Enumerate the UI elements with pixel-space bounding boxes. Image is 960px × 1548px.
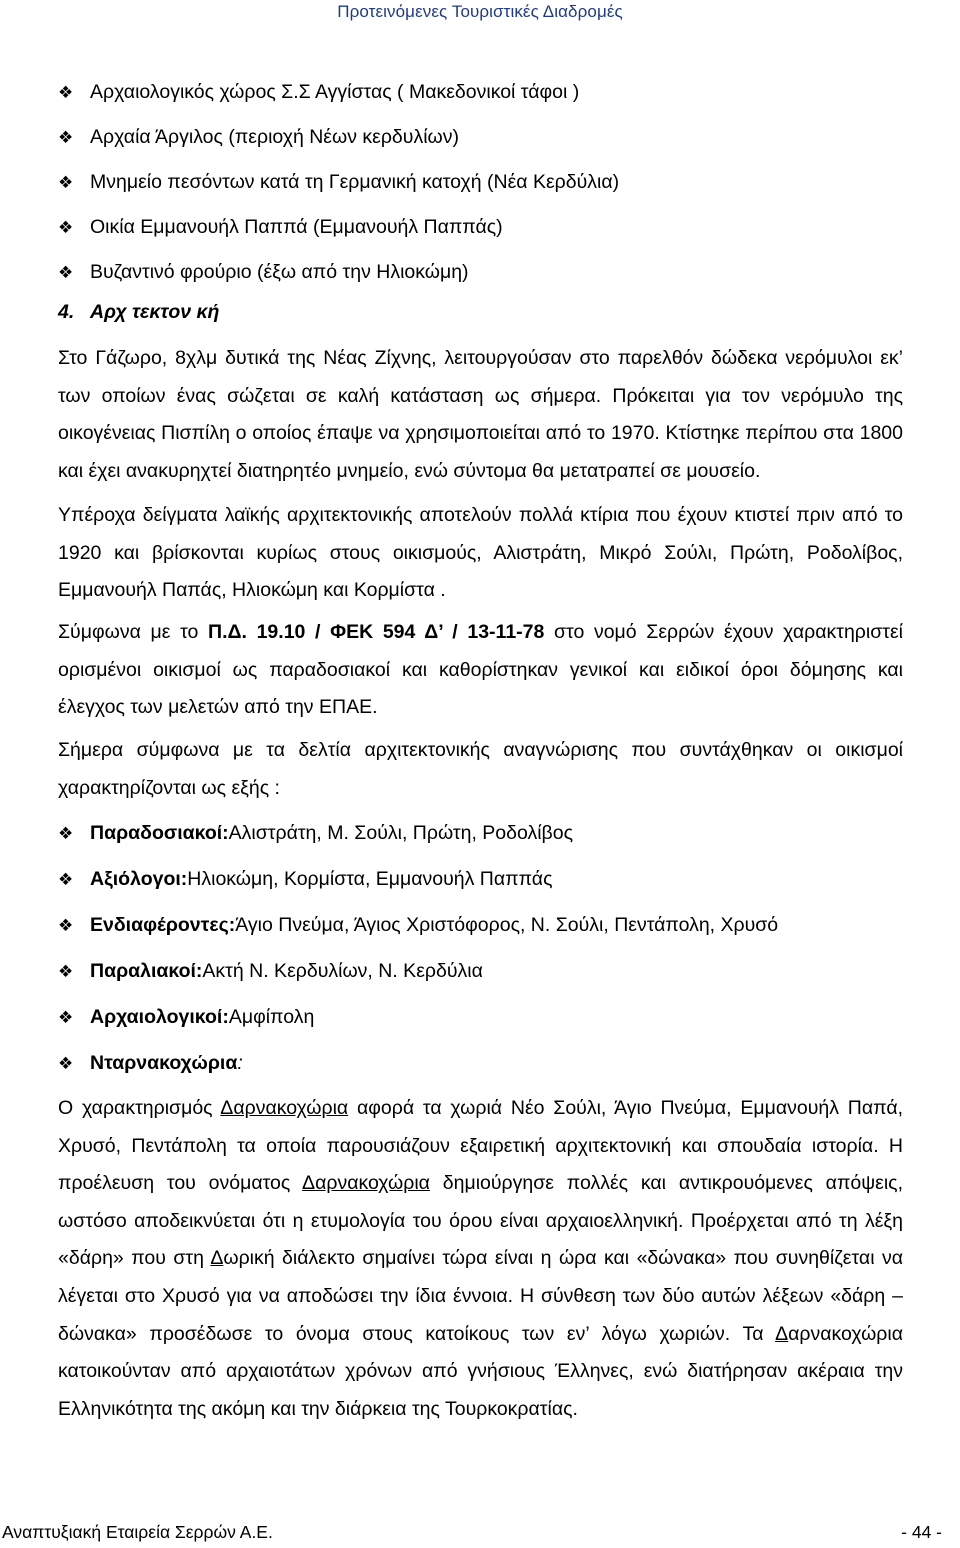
- category-label: Παραλιακοί:: [90, 959, 203, 982]
- darnako-term: Δ: [210, 1247, 224, 1270]
- darnako-text-2: αφορά τα χωριά Νέο Σούλι, Άγιο Πνεύμα, Εμμανουήλ Παπά, Χρυσό, Πεντάπολη τα οποία παρουσιάζουν εξαιρετική αρχιτεκτονική και σπουδαία ιστορία. Η προέλευση του ονόματος: [58, 1097, 904, 1195]
- diamond-bullet-icon: ❖: [58, 915, 74, 935]
- category-item: [58, 856, 938, 902]
- category-item: [58, 810, 938, 856]
- category-label: Αξιόλογοι:: [90, 867, 188, 890]
- list-item-text: Αρχαιολογικός χώρος Σ.Σ Αγγίστας ( Μακεδονικοί τάφοι ): [90, 81, 580, 103]
- diamond-bullet-icon: ❖: [58, 869, 74, 889]
- diamond-bullet-icon: ❖: [58, 173, 74, 192]
- list-item: [58, 160, 938, 205]
- list-item-text: Αρχαία Άργιλος (περιοχή Νέων κερδυλίων): [90, 126, 459, 148]
- list-item: [58, 70, 938, 115]
- category-text: Άγιο Πνεύμα, Άγιος Χριστόφορος, Ν. Σούλι, Πεντάπολη, Χρυσό: [235, 913, 779, 936]
- list-item: [58, 205, 938, 250]
- category-item: [58, 902, 938, 948]
- decree-reference: Π.Δ. 19.10 / ΦΕΚ 594 Δ’ / 13-11-78: [208, 621, 545, 643]
- page-header: Προτεινόμενες Τουριστικές Διαδρομές: [337, 2, 623, 21]
- category-item: [58, 994, 938, 1040]
- diamond-bullet-icon: ❖: [58, 218, 74, 237]
- list-item: [58, 250, 938, 295]
- diamond-bullet-icon: ❖: [58, 823, 74, 843]
- diamond-bullet-icon: ❖: [58, 83, 74, 102]
- list-item-text: Βυζαντινό φρούριο (έξω από την Ηλιοκώμη): [90, 261, 469, 283]
- paragraph-watermill: Στο Γάζωρο, 8χλμ δυτικά της Νέας Ζίχνης, λειτουργούσαν στο παρελθόν δώδεκα νερόμυλοι εκ’ των οποίων ένας σώζεται σε καλή κατάσταση ως σήμερα. Πρόκειται για τον νερόμυλο της οικογένειας Πισπίλη ο οποίος έπαψε να χρησιμοποιείται από το 1970. Κτίστηκε περίπου στα 1800 και έχει ανακυρηχτεί διατηρητέο μνημείο, ενώ σύντομα θα μετατραπεί σε μουσείο.: [58, 347, 903, 482]
- diamond-bullet-icon: ❖: [58, 961, 74, 981]
- paragraph-classification-intro: Σήμερα σύμφωνα με τα δελτία αρχιτεκτονικής αναγνώρισης που συντάχθηκαν οι οικισμοί χαρακτηρίζονται ως εξής :: [58, 739, 903, 799]
- darnako-term: Δαρνακοχώρια: [302, 1172, 430, 1195]
- section-number: 4.: [58, 301, 75, 323]
- darnako-text-1: Ο χαρακτηρισμός: [58, 1097, 221, 1119]
- section-heading: [58, 301, 219, 324]
- settlement-category-list: [58, 810, 938, 1086]
- decree-suffix: στο νομό Σερρών έχουν χαρακτηριστεί ορισμένοι οικισμοί ως παραδοσιακοί και καθορίστηκαν γενικοί και ειδικοί όροι δόμησης και έλεγχος των μελετών από την ΕΠΑΕ.: [58, 621, 903, 718]
- category-label: Παραδοσιακοί:: [90, 821, 229, 844]
- diamond-bullet-icon: ❖: [58, 1053, 74, 1073]
- category-text: Ακτή Ν. Κερδυλίων, Ν. Κερδύλια: [202, 959, 483, 982]
- list-item-text: Οικία Εμμανουήλ Παππά (Εμμανουήλ Παππάς): [90, 216, 503, 238]
- darnako-term: Δαρνακοχώρια: [220, 1097, 349, 1119]
- list-item: [58, 115, 938, 160]
- darnako-text-4: ωρική διάλεκτο σημαίνει τώρα είναι η ώρα και «δώνακα» που συνηθίζεται να λέγεται στο Χρυσό για να αποδώσει την ίδια έννοια. Η σύνθεση των δύο αυτών λέξεων «δάρη – δώνακα» προσέδωσε το όνομα στους κατοίκους των εν’ λόγω χωριών. Τα: [58, 1247, 904, 1345]
- diamond-bullet-icon: ❖: [58, 263, 74, 282]
- category-text: Ηλιοκώμη, Κορμίστα, Εμμανουήλ Παππάς: [187, 867, 553, 890]
- category-text: Αλιστράτη, Μ. Σούλι, Πρώτη, Ροδολίβος: [228, 821, 574, 844]
- paragraph-decree: [58, 614, 903, 727]
- darnako-term: Δ: [775, 1322, 789, 1345]
- category-item: [58, 948, 938, 994]
- darnako-text-5: αρνακοχώρια κατοικούνταν από αρχαιοτάτων χρόνων από γνήσιους Έλληνες, ενώ διατήρησαν ακέραια την Ελληνικότητα της ακόμη και την διάρκεια της Τουρκοκρατίας.: [58, 1322, 903, 1420]
- paragraph-folk-architecture: Υπέροχα δείγματα λαϊκής αρχιτεκτονικής αποτελούν πολλά κτίρια που έχουν κτιστεί πριν από το 1920 και βρίσκονται κυρίως στους οικισμούς, Αλιστράτη, Μικρό Σούλι, Πρώτη, Ροδολίβος, Εμμανουήλ Παπάς, Ηλιοκώμη και Κορμίστα .: [58, 504, 903, 601]
- category-label: Ενδιαφέροντες:: [90, 913, 236, 936]
- darnako-text-3: δημιούργησε πολλές και αντικρουόμενες απόψεις, ωστόσο αποδεικνύεται ότι η ετυμολογία του όρου είναι αρχαιοελληνική. Προέρχεται από τη λέξη «δάρη» που στη: [58, 1172, 903, 1270]
- category-text: :: [237, 1051, 243, 1074]
- category-item: [58, 1040, 938, 1086]
- diamond-bullet-icon: ❖: [58, 1007, 74, 1027]
- category-text: Αμφίπολη: [228, 1005, 315, 1028]
- decree-prefix: Σύμφωνα με το: [58, 621, 208, 643]
- heritage-site-list: [58, 70, 938, 295]
- footer-company: Αναπτυξιακή Εταιρεία Σερρών Α.Ε.: [2, 1522, 273, 1542]
- section-title: Αρχ τεκτον κή: [90, 301, 220, 323]
- page-number: - 44 -: [901, 1522, 942, 1542]
- category-label: Αρχαιολογικοί:: [90, 1005, 229, 1028]
- list-item-text: Μνημείο πεσόντων κατά τη Γερμανική κατοχή (Νέα Κερδύλια): [90, 171, 620, 193]
- paragraph-darnakochoria: [58, 1090, 903, 1428]
- diamond-bullet-icon: ❖: [58, 128, 74, 147]
- category-label: Νταρνακοχώρια: [90, 1051, 238, 1074]
